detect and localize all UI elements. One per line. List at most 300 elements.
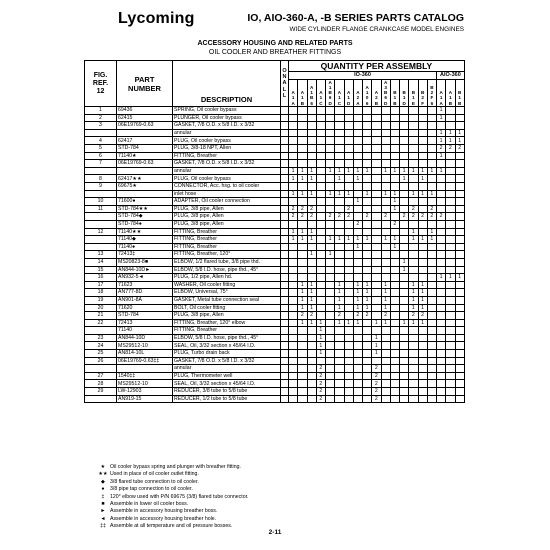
quantity-cell <box>353 137 362 145</box>
quantity-cell <box>427 107 436 115</box>
legend-symbol: ◄ <box>100 515 106 522</box>
quantity-cell <box>372 145 381 153</box>
legend-text: 3/8 pipe tap connection to oil cooler. <box>110 486 193 493</box>
description-cell: FITTING, Breather <box>173 228 281 236</box>
description-cell: GASKET, 7/8 O.D. x 5/8 I.D. x 3/32 <box>173 357 281 365</box>
table-row <box>85 251 465 259</box>
quantity-cell <box>446 342 455 350</box>
quantity-cell <box>326 395 335 403</box>
quantity-cell <box>326 304 335 312</box>
quantity-cell <box>437 251 446 259</box>
quantity-cell <box>446 304 455 312</box>
quantity-cell <box>326 198 335 206</box>
quantity-cell: 1 <box>335 319 344 327</box>
quantity-cell <box>353 266 362 274</box>
quantity-cell <box>289 388 298 396</box>
quantity-cell: 1 <box>353 304 362 312</box>
quantity-cell: 1 <box>298 175 307 183</box>
quantity-cell <box>298 327 307 335</box>
quantity-cell <box>326 205 335 213</box>
description-cell: PLUG, Oil cooler bypass <box>173 137 281 145</box>
quantity-cell: 1 <box>427 228 436 236</box>
quantity-cell <box>390 274 399 282</box>
quantity-cell <box>437 281 446 289</box>
quantity-cell <box>427 220 436 228</box>
quantity-cell: 1 <box>400 175 409 183</box>
quantity-cell <box>363 183 372 191</box>
quantity-cell <box>390 342 399 350</box>
on-all-cell <box>281 334 289 342</box>
quantity-cell <box>289 289 298 297</box>
quantity-cell <box>353 342 362 350</box>
quantity-cell <box>326 350 335 358</box>
description-header: DESCRIPTION <box>173 61 281 107</box>
quantity-cell <box>455 350 464 358</box>
quantity-cell <box>400 274 409 282</box>
model-column-header: A 1 0 6 <box>363 79 372 106</box>
quantity-cell <box>390 213 399 221</box>
quantity-cell <box>344 243 353 251</box>
fig-ref-cell: 5 <box>85 145 117 153</box>
quantity-cell: 2 <box>381 312 390 320</box>
quantity-cell <box>455 183 464 191</box>
legend-symbol: ● <box>101 486 105 493</box>
legend-item <box>96 479 248 486</box>
quantity-cell <box>326 258 335 266</box>
quantity-cell <box>437 350 446 358</box>
quantity-cell <box>400 380 409 388</box>
quantity-cell <box>372 274 381 282</box>
quantity-cell <box>344 372 353 380</box>
quantity-cell: 1 <box>418 296 427 304</box>
quantity-cell <box>298 388 307 396</box>
quantity-cell <box>307 183 316 191</box>
description-cell: GASKET, Metal tube connection seal <box>173 296 281 304</box>
quantity-cell: 1 <box>335 175 344 183</box>
quantity-cell <box>298 122 307 130</box>
quantity-cell <box>363 145 372 153</box>
quantity-cell <box>381 258 390 266</box>
quantity-cell: 1 <box>381 281 390 289</box>
quantity-cell <box>298 372 307 380</box>
quantity-cell <box>316 213 325 221</box>
quantity-cell: 2 <box>353 312 362 320</box>
quantity-cell <box>418 137 427 145</box>
part-number-cell: LW-12903 <box>117 388 173 396</box>
model-column-header: B 2 F 6 <box>427 79 436 106</box>
quantity-cell <box>316 160 325 168</box>
quantity-cell <box>400 251 409 259</box>
quantity-cell <box>409 152 418 160</box>
quantity-cell: 1 <box>298 167 307 175</box>
part-number-cell: 62417★★ <box>117 175 173 183</box>
description-cell: PLUG, 3/8-18 NPT, Allen <box>173 145 281 153</box>
quantity-cell <box>353 350 362 358</box>
quantity-cell: 1 <box>363 190 372 198</box>
quantity-cell <box>381 266 390 274</box>
quantity-cell <box>316 167 325 175</box>
description-cell: CONNECTOR, Acc. hsg. to oil cooler <box>173 183 281 191</box>
quantity-cell <box>344 350 353 358</box>
quantity-cell <box>353 372 362 380</box>
description-cell: annular <box>173 129 281 137</box>
quantity-cell <box>289 251 298 259</box>
quantity-cell <box>363 114 372 122</box>
quantity-cell <box>335 380 344 388</box>
quantity-cell <box>446 334 455 342</box>
quantity-cell <box>372 327 381 335</box>
part-number-cell: 06E19769-0.63 <box>117 122 173 130</box>
on-all-cell <box>281 304 289 312</box>
quantity-cell: 1 <box>409 236 418 244</box>
quantity-cell <box>418 274 427 282</box>
model-column-header: B 1 E <box>409 79 418 106</box>
on-all-cell <box>281 114 289 122</box>
quantity-cell <box>298 137 307 145</box>
quantity-cell <box>353 258 362 266</box>
quantity-cell <box>289 122 298 130</box>
quantity-cell <box>418 228 427 236</box>
on-all-cell <box>281 152 289 160</box>
quantity-cell <box>381 388 390 396</box>
quantity-cell <box>437 175 446 183</box>
quantity-cell <box>381 365 390 373</box>
page-number: 2-11 <box>268 529 282 536</box>
quantity-cell: 1 <box>353 281 362 289</box>
table-row <box>85 365 465 373</box>
quantity-cell: 1 <box>353 175 362 183</box>
quantity-cell <box>289 281 298 289</box>
on-all-cell <box>281 236 289 244</box>
quantity-cell: 1 <box>409 296 418 304</box>
part-number-cell: 69436 <box>117 107 173 115</box>
quantity-cell <box>409 107 418 115</box>
quantity-cell: 1 <box>390 198 399 206</box>
quantity-cell <box>353 129 362 137</box>
quantity-cell: 1 <box>400 319 409 327</box>
quantity-cell <box>326 145 335 153</box>
description-cell: PLUG, 3/8 pipe, Allen <box>173 205 281 213</box>
description-cell: FITTING, Breather <box>173 152 281 160</box>
table-row <box>85 183 465 191</box>
quantity-cell <box>446 372 455 380</box>
quantity-cell <box>418 220 427 228</box>
quantity-cell <box>289 312 298 320</box>
quantity-cell <box>418 357 427 365</box>
quantity-cell: 1 <box>437 137 446 145</box>
quantity-cell <box>353 183 362 191</box>
quantity-cell <box>400 122 409 130</box>
quantity-cell: 1 <box>298 319 307 327</box>
quantity-cell: 1 <box>418 289 427 297</box>
quantity-cell <box>307 274 316 282</box>
quantity-cell <box>390 388 399 396</box>
quantity-cell <box>409 327 418 335</box>
quantity-cell <box>455 372 464 380</box>
quantity-cell: 2 <box>409 205 418 213</box>
fig-ref-cell <box>85 167 117 175</box>
quantity-cell <box>298 129 307 137</box>
quantity-cell <box>381 145 390 153</box>
quantity-cell <box>437 388 446 396</box>
quantity-cell <box>427 160 436 168</box>
quantity-cell: 1 <box>437 167 446 175</box>
quantity-cell <box>335 251 344 259</box>
quantity-cell <box>289 243 298 251</box>
quantity-cell: 1 <box>353 319 362 327</box>
legend-symbol: ■ <box>101 501 105 508</box>
quantity-cell <box>363 228 372 236</box>
quantity-cell <box>289 114 298 122</box>
quantity-cell <box>372 190 381 198</box>
quantity-cell: 2 <box>409 213 418 221</box>
quantity-cell <box>372 357 381 365</box>
quantity-cell <box>289 334 298 342</box>
quantity-cell: 1 <box>298 289 307 297</box>
quantity-cell <box>418 122 427 130</box>
quantity-cell: 1 <box>363 304 372 312</box>
quantity-cell <box>381 395 390 403</box>
quantity-cell <box>353 327 362 335</box>
quantity-cell <box>335 372 344 380</box>
fig-ref-cell: 29 <box>85 388 117 396</box>
quantity-cell <box>390 175 399 183</box>
quantity-cell: 1 <box>363 289 372 297</box>
quantity-cell: 1 <box>446 129 455 137</box>
quantity-cell <box>418 198 427 206</box>
description-cell: GASKET, 7/8 O.D. x 5/8 I.D. x 3/32 <box>173 160 281 168</box>
on-all-cell <box>281 281 289 289</box>
quantity-cell: 1 <box>427 167 436 175</box>
quantity-cell <box>437 327 446 335</box>
quantity-cell: 2 <box>326 213 335 221</box>
quantity-cell <box>418 160 427 168</box>
part-number-cell: AN844-10D <box>117 334 173 342</box>
quantity-cell <box>298 342 307 350</box>
on-all-cell <box>281 228 289 236</box>
quantity-cell <box>344 334 353 342</box>
quantity-cell: 1 <box>307 296 316 304</box>
quantity-cell: 1 <box>427 190 436 198</box>
quantity-cell <box>390 395 399 403</box>
quantity-cell: 1 <box>307 167 316 175</box>
quantity-cell <box>455 251 464 259</box>
quantity-cell <box>307 122 316 130</box>
quantity-cell <box>446 388 455 396</box>
on-all-cell <box>281 372 289 380</box>
quantity-cell <box>335 198 344 206</box>
on-all-cell <box>281 319 289 327</box>
quantity-cell <box>381 205 390 213</box>
description-cell: ELBOW, 1/2 flared tube, 3/8 pipe thd. <box>173 258 281 266</box>
quantity-cell <box>381 122 390 130</box>
part-number-cell: 71600● <box>117 198 173 206</box>
quantity-cell: 2 <box>437 213 446 221</box>
quantity-cell <box>289 198 298 206</box>
quantity-cell <box>363 395 372 403</box>
quantity-cell: 1 <box>381 319 390 327</box>
part-number-cell: 71140★★ <box>117 228 173 236</box>
quantity-cell <box>326 243 335 251</box>
quantity-cell <box>298 114 307 122</box>
description-cell: SEAL, Oil, 3/32 section x 45/64 I.D. <box>173 342 281 350</box>
legend-text: 120° elbow used with P/N 69675 (3/8) flared tube connector. <box>110 493 249 500</box>
legend-text: Used in place of oil cooler outlet fitting. <box>110 471 199 478</box>
quantity-cell: 1 <box>344 236 353 244</box>
quantity-cell <box>316 175 325 183</box>
quantity-cell <box>372 228 381 236</box>
quantity-cell <box>455 395 464 403</box>
quantity-cell <box>418 327 427 335</box>
quantity-cell: 1 <box>409 289 418 297</box>
quantity-cell <box>289 137 298 145</box>
fig-ref-cell: 13 <box>85 251 117 259</box>
quantity-cell <box>427 266 436 274</box>
fig-ref-cell: 24 <box>85 342 117 350</box>
quantity-cell <box>446 289 455 297</box>
quantity-cell <box>437 319 446 327</box>
quantity-cell <box>298 152 307 160</box>
quantity-cell <box>344 152 353 160</box>
quantity-cell <box>390 312 399 320</box>
quantity-cell <box>400 190 409 198</box>
quantity-cell <box>409 372 418 380</box>
quantity-cell <box>363 350 372 358</box>
quantity-cell <box>363 251 372 259</box>
brand-logo-text: Lycoming <box>118 10 195 27</box>
quantity-cell <box>390 228 399 236</box>
quantity-cell: 2 <box>418 312 427 320</box>
legend-item <box>96 471 248 478</box>
quantity-cell <box>446 205 455 213</box>
fig-ref-header: FIG. REF. 12 <box>85 61 117 107</box>
quantity-cell <box>400 350 409 358</box>
quantity-cell <box>437 236 446 244</box>
quantity-cell <box>400 395 409 403</box>
table-row <box>85 388 465 396</box>
description-cell: ADAPTER, Oil cooler connection <box>173 198 281 206</box>
fig-ref-cell: 15 <box>85 266 117 274</box>
table-row <box>85 160 465 168</box>
quantity-cell <box>316 220 325 228</box>
quantity-cell <box>298 183 307 191</box>
on-all-cell <box>281 137 289 145</box>
quantity-cell <box>455 152 464 160</box>
description-cell: annular <box>173 167 281 175</box>
quantity-cell <box>372 175 381 183</box>
table-row <box>85 145 465 153</box>
description-cell: PLUG, 1/2 pipe, Allen hd. <box>173 274 281 282</box>
quantity-cell <box>326 114 335 122</box>
quantity-cell <box>446 213 455 221</box>
part-number-cell: AN814-10L <box>117 350 173 358</box>
quantity-cell <box>427 175 436 183</box>
quantity-cell: 1 <box>381 236 390 244</box>
quantity-cell <box>289 372 298 380</box>
quantity-cell <box>307 388 316 396</box>
legend-text: Assemble at all temperature and oil pressure bosses. <box>110 523 233 530</box>
quantity-header: QUANTITY PER ASSEMBLY <box>289 61 465 72</box>
quantity-cell <box>316 296 325 304</box>
quantity-cell <box>427 183 436 191</box>
fig-ref-cell: 28 <box>85 380 117 388</box>
quantity-cell: 1 <box>298 281 307 289</box>
quantity-cell <box>335 183 344 191</box>
quantity-cell <box>298 350 307 358</box>
table-row <box>85 334 465 342</box>
quantity-cell <box>372 251 381 259</box>
quantity-cell: 2 <box>372 395 381 403</box>
quantity-cell <box>437 198 446 206</box>
fig-ref-cell <box>85 395 117 403</box>
fig-ref-cell: 9 <box>85 183 117 191</box>
on-all-cell <box>281 342 289 350</box>
quantity-cell <box>344 198 353 206</box>
quantity-cell <box>335 152 344 160</box>
quantity-cell: 2 <box>400 213 409 221</box>
quantity-cell: 1 <box>390 205 399 213</box>
quantity-cell <box>316 236 325 244</box>
description-cell: FITTING, Breather <box>173 243 281 251</box>
quantity-cell <box>344 296 353 304</box>
quantity-cell <box>344 365 353 373</box>
quantity-cell <box>418 342 427 350</box>
fig-ref-cell <box>85 129 117 137</box>
quantity-cell <box>363 198 372 206</box>
model-column-header: B 1 D <box>400 79 409 106</box>
model-column-header: A 1 B <box>298 79 307 106</box>
quantity-cell <box>390 114 399 122</box>
quantity-cell <box>400 312 409 320</box>
quantity-cell <box>409 243 418 251</box>
model-column-header: A 1 A <box>437 79 446 106</box>
fig-ref-cell <box>85 236 117 244</box>
part-number-cell: 71140● <box>117 243 173 251</box>
on-all-cell <box>281 145 289 153</box>
quantity-cell <box>363 372 372 380</box>
quantity-cell: 2 <box>372 380 381 388</box>
quantity-cell <box>400 296 409 304</box>
model-column-header: A 1 D <box>344 79 353 106</box>
quantity-cell: 1 <box>335 296 344 304</box>
quantity-cell <box>307 365 316 373</box>
description-cell: FITTING, Breather <box>173 236 281 244</box>
quantity-cell <box>353 152 362 160</box>
description-cell: ELBOW, 5/8 I.D. hose, pipe thd., 45° <box>173 334 281 342</box>
quantity-cell <box>446 220 455 228</box>
quantity-cell <box>316 198 325 206</box>
quantity-cell <box>326 152 335 160</box>
quantity-cell: 1 <box>326 236 335 244</box>
quantity-cell: 2 <box>372 388 381 396</box>
quantity-cell <box>363 357 372 365</box>
legend-item <box>96 516 248 523</box>
quantity-cell <box>427 388 436 396</box>
quantity-cell <box>335 160 344 168</box>
quantity-cell <box>400 243 409 251</box>
on-all-cell <box>281 160 289 168</box>
quantity-cell <box>409 251 418 259</box>
quantity-cell <box>316 122 325 130</box>
quantity-cell <box>335 334 344 342</box>
table-row <box>85 114 465 122</box>
quantity-cell <box>326 342 335 350</box>
description-cell: inlet hose <box>173 190 281 198</box>
quantity-cell: 1 <box>418 236 427 244</box>
quantity-cell: 1 <box>289 167 298 175</box>
quantity-cell <box>390 281 399 289</box>
quantity-cell <box>427 152 436 160</box>
